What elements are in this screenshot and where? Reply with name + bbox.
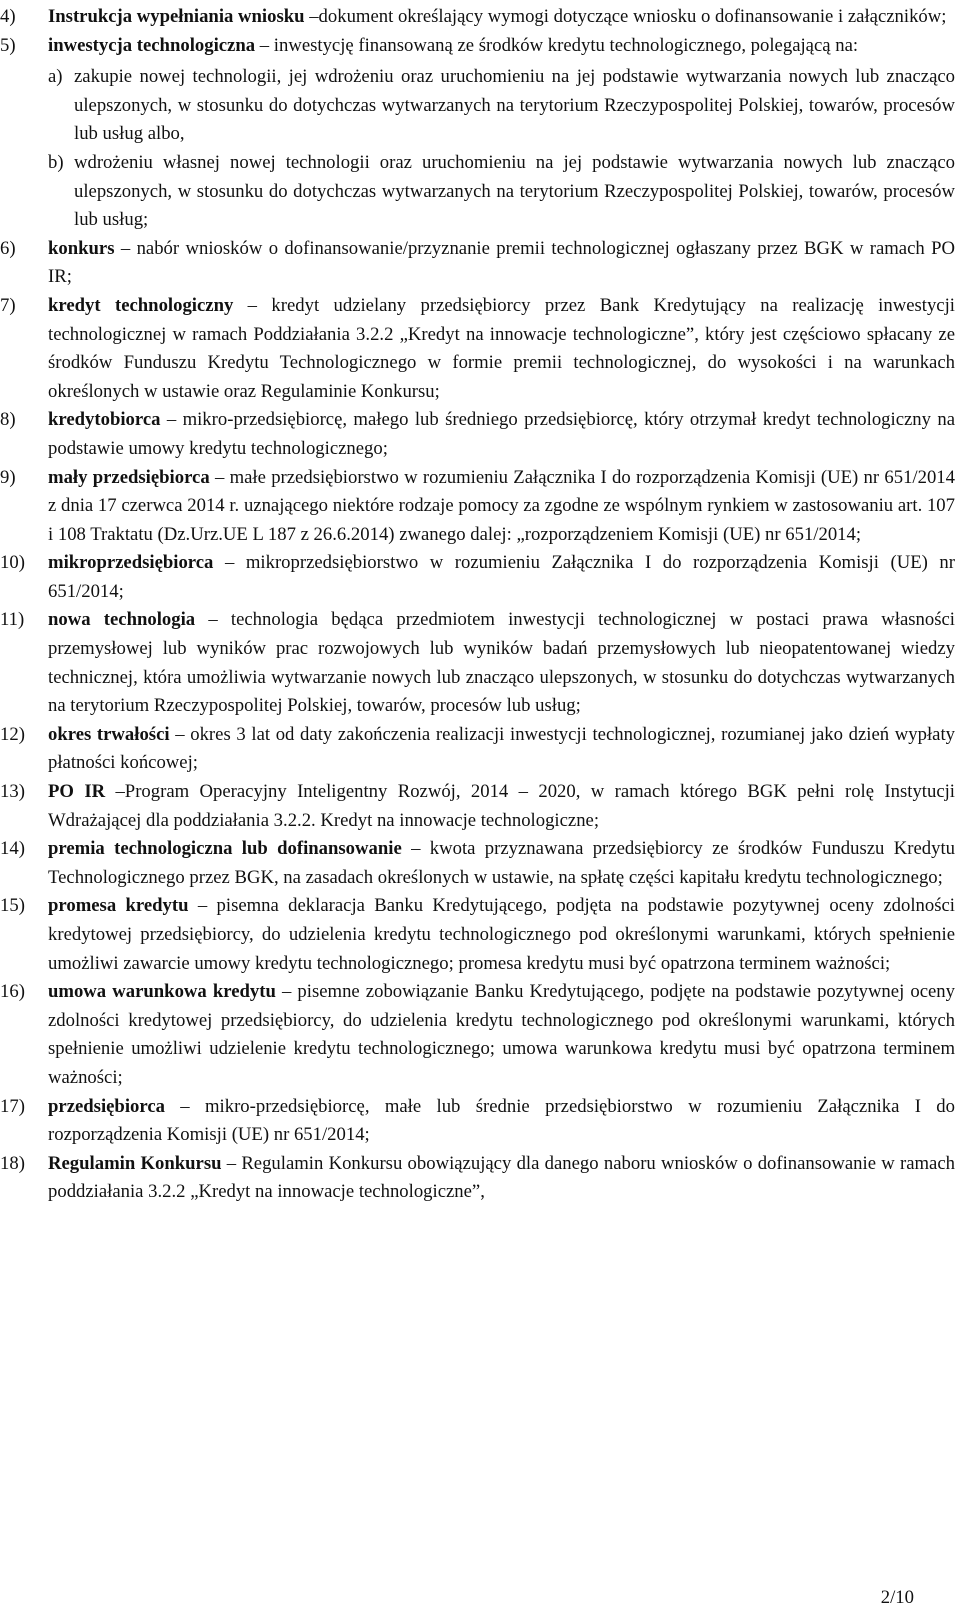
item-text: – pisemna deklaracja Banku Kredytującego, podjęta na podstawie pozytywnej oceny zdolności kredytowej przedsiębiorcy, do udzielenia kredytu technologicznego pod określonymi warunkami, których spełnienie umożliwi zawarcie umowy kredytu technologicznego; promesa kredytu musi być opatrzona terminem ważności; <box>48 895 955 974</box>
item-term: promesa kredytu <box>48 895 189 917</box>
item-number: 9) <box>0 466 16 488</box>
definition-item <box>0 606 960 720</box>
item-text: –Program Operacyjny Inteligentny Rozwój, 2014 – 2020, w ramach którego BGK pełni rolę Instytucji Wdrażającej dla poddziałania 3.2.2. Kredyt na innowacje technologiczne; <box>48 781 955 831</box>
item-text: – Regulamin Konkursu obowiązujący dla danego naboru wniosków o dofinansowanie w ramach poddziałania 3.2.2 „Kredyt na innowacje technologiczne”, <box>48 1152 955 1203</box>
document-page <box>0 3 960 1207</box>
item-number: 18) <box>0 1152 25 1174</box>
definition-item <box>0 1150 960 1207</box>
item-number: 14) <box>0 838 25 860</box>
definition-item <box>0 292 960 406</box>
item-number: 6) <box>0 237 16 259</box>
sub-item-letter: b) <box>48 151 64 173</box>
sub-item-text: wdrożeniu własnej nowej technologii oraz uruchomieniu na jej podstawie wytwarzania nowych lub znacząco ulepszonych, w stosunku do dotychczas wytwarzanych na terytorium Rzeczypospolitej Polskiej, towarów, procesów lub usług; <box>74 151 955 231</box>
item-number: 5) <box>0 34 16 56</box>
item-term: inwestycja technologiczna <box>48 34 256 56</box>
item-term: mikroprzedsiębiorca <box>48 552 214 574</box>
definition-item <box>0 235 960 292</box>
definition-item <box>0 978 960 1092</box>
definition-item <box>0 549 960 606</box>
definition-item <box>0 406 960 463</box>
item-text: – mikro-przedsiębiorcę, małe lub średnie przedsiębiorstwo w rozumieniu Załącznika I do rozporządzenia Komisji (UE) nr 651/2014; <box>48 1095 955 1146</box>
item-number: 17) <box>0 1095 25 1117</box>
item-text: – mikroprzedsiębiorstwo w rozumieniu Załącznika I do rozporządzenia Komisji (UE) nr 651/2014; <box>48 552 955 602</box>
item-text: – małe przedsiębiorstwo w rozumieniu Załącznika I do rozporządzenia Komisji (UE) nr 651/2014 z dnia 17 czerwca 2014 r. uznającego niektóre rodzaje pomocy za zgodne ze wspólnym rynkiem w zastosowaniu art. 107 i 108 Traktatu (Dz.Urz.UE L 187 z 26.6.2014) zwanego dalej: „rozporządzeniem Komisji (UE) nr 651/2014; <box>48 466 955 545</box>
item-text: –dokument określający wymogi dotyczące wniosku o dofinansowanie i załączników; <box>304 6 947 27</box>
definition-item <box>0 721 960 778</box>
item-number: 11) <box>0 609 25 631</box>
sub-item-letter: a) <box>48 66 63 88</box>
page-number: 2/10 <box>880 1587 914 1608</box>
definition-item <box>0 1093 960 1150</box>
item-number: 13) <box>0 781 25 803</box>
item-term: nowa technologia <box>48 609 196 631</box>
item-number: 4) <box>0 6 16 27</box>
sub-item-text: zakupie nowej technologii, jej wdrożeniu oraz uruchomieniu na jej podstawie wytwarzania nowych lub znacząco ulepszonych, w stosunku do dotychczas wytwarzanych na terytorium Rzeczypospolitej Polskiej, towarów, procesów lub usług albo, <box>74 66 955 145</box>
item-term: przedsiębiorca <box>48 1095 165 1117</box>
item-text: – pisemne zobowiązanie Banku Kredytującego, podjęte na podstawie pozytywnej oceny zdolności kredytowej przedsiębiorcy, do udzielenia kredytu technologicznego pod określonymi warunkami, których spełnienie umożliwi udzielenie kredytu technologicznego; umowa warunkowa kredytu musi być opatrzona terminem ważności; <box>48 981 955 1088</box>
item-number: 10) <box>0 552 25 574</box>
item-term: PO IR <box>48 781 106 803</box>
item-text: – kwota przyznawana przedsiębiorcy ze środków Funduszu Kredytu Technologicznego przez BGK, na zasadach określonych w ustawie, na spłatę części kapitału kredytu technologicznego; <box>48 838 955 888</box>
definition-item <box>0 3 960 32</box>
definition-item <box>0 778 960 835</box>
item-term: kredyt technologiczny <box>48 294 234 316</box>
item-text: – inwestycję finansowaną ze środków kredytu technologicznego, polegającą na: <box>255 34 859 56</box>
item-term: umowa warunkowa kredytu <box>48 981 276 1003</box>
item-number: 7) <box>0 294 16 316</box>
item-text: – nabór wniosków o dofinansowanie/przyznanie premii technologicznej ogłaszany przez BGK w ramach PO IR; <box>48 237 955 288</box>
item-term: okres trwałości <box>48 723 170 745</box>
item-number: 12) <box>0 723 25 745</box>
item-text: – technologia będąca przedmiotem inwestycji technologicznej w postaci prawa własności przemysłowej lub wyników prac rozwojowych lub wyników badań przemysłowych lub nieopatentowanej wiedzy technicznej, która umożliwia wytwarzanie nowych lub znacząco ulepszonych, w stosunku do dotychczas wytwarzanych na terytorium Rzeczypospolitej Polskiej, towarów, procesów lub usług; <box>48 609 956 717</box>
definition-item <box>0 835 960 892</box>
definition-item <box>0 892 960 978</box>
item-term: premia technologiczna lub dofinansowanie <box>48 838 402 860</box>
item-text: – mikro-przedsiębiorcę, małego lub średniego przedsiębiorcę, który otrzymał kredyt technologiczny na podstawie umowy kredytu technologicznego; <box>48 409 955 459</box>
item-term: mały przedsiębiorca <box>48 466 210 488</box>
definition-item <box>0 32 960 235</box>
item-text: – kredyt udzielany przedsiębiorcy przez Bank Kredytujący na realizację inwestycji technologicznej w ramach Poddziałania 3.2.2 „Kredyt na innowacje technologiczne”, który jest częściowo spłacany ze środków Funduszu Kredytu Technologicznego w formie premii technologicznej, do wysokości i na warunkach określonych w ustawie oraz Regulaminie Konkursu; <box>48 294 955 402</box>
item-text: – okres 3 lat od daty zakończenia realizacji inwestycji technologicznej, rozumianej jako dzień wypłaty płatności końcowej; <box>48 723 955 774</box>
item-term: Instrukcja wypełniania wniosku <box>48 6 305 27</box>
item-term: Regulamin Konkursu <box>48 1152 222 1174</box>
item-number: 16) <box>0 981 25 1003</box>
item-number: 15) <box>0 895 25 917</box>
item-term: kredytobiorca <box>48 409 161 431</box>
definition-item <box>0 464 960 550</box>
item-term: konkurs <box>48 237 115 259</box>
sub-item <box>48 149 955 235</box>
sub-item <box>48 63 955 149</box>
item-number: 8) <box>0 409 16 431</box>
